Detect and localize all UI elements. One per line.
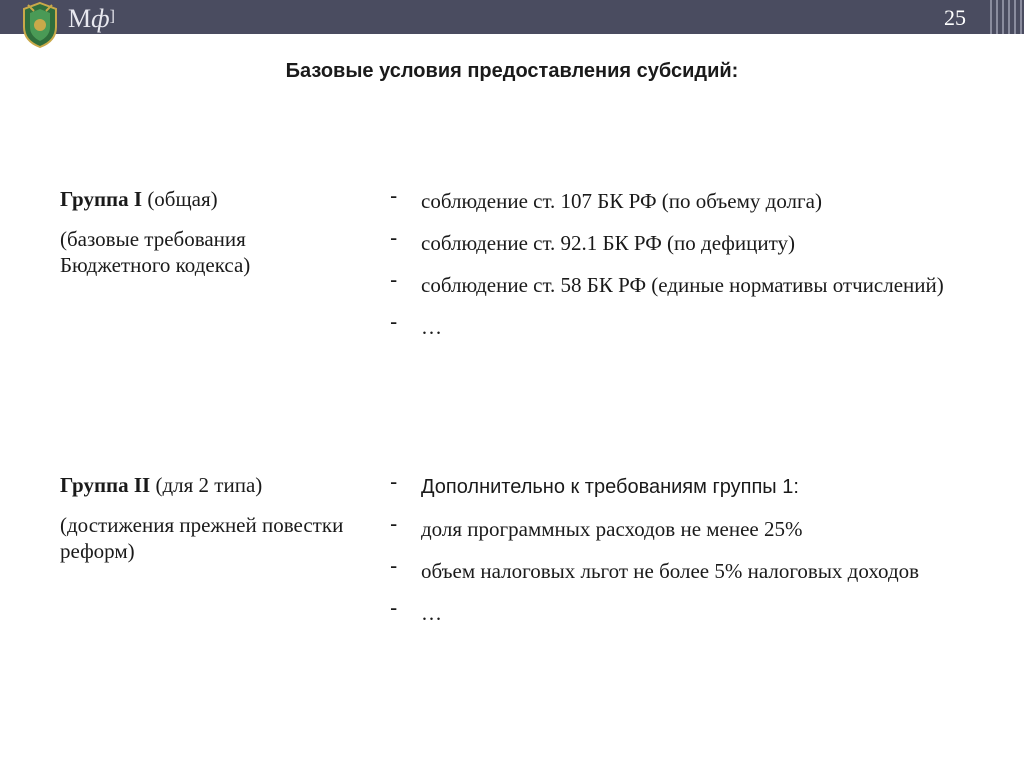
dash-bullet: - xyxy=(390,225,398,250)
list-item: - объем налоговых льгот не более 5% налоговых доходов xyxy=(390,553,920,583)
list-item: - доля программных расходов не менее 25% xyxy=(390,511,803,541)
slide-title: Базовые условия предоставления субсидий: xyxy=(285,60,739,82)
list-item: - соблюдение ст. 107 БК РФ (по объему долга) xyxy=(390,183,822,213)
group-1-label xyxy=(60,186,360,278)
dash-bullet: - xyxy=(390,267,398,292)
group-1-description: (базовые требования Бюджетного кодекса) xyxy=(60,227,251,277)
header-bar xyxy=(0,0,1024,34)
list-item: - … xyxy=(390,309,442,339)
page-number: 25 xyxy=(944,5,966,30)
group-1-name: Группа I (общая) xyxy=(60,187,218,211)
emblem-icon xyxy=(20,1,60,49)
dash-bullet: - xyxy=(390,511,398,536)
dash-bullet: - xyxy=(390,183,398,208)
list-item: - соблюдение ст. 92.1 БК РФ (по дефициту) xyxy=(390,225,795,255)
dash-bullet: - xyxy=(390,553,398,578)
dash-bullet: - xyxy=(390,469,398,494)
list-item: - соблюдение ст. 58 БК РФ (единые нормативы отчислений) xyxy=(390,267,944,297)
group-2-name: Группа II (для 2 типа) xyxy=(60,473,263,497)
group-2-label xyxy=(60,472,360,564)
group-2-description: (достижения прежней повестки реформ) xyxy=(60,513,344,563)
dash-bullet: - xyxy=(390,595,398,620)
decorative-stripes xyxy=(990,0,1024,34)
brand-logo-text: Мф] xyxy=(68,4,115,33)
list-item: - Дополнительно к требованиям группы 1: xyxy=(390,469,799,498)
group-1-requirements xyxy=(390,183,1000,354)
dash-bullet: - xyxy=(390,309,398,334)
list-item: - … xyxy=(390,595,442,625)
group-2-requirements xyxy=(390,469,1000,640)
